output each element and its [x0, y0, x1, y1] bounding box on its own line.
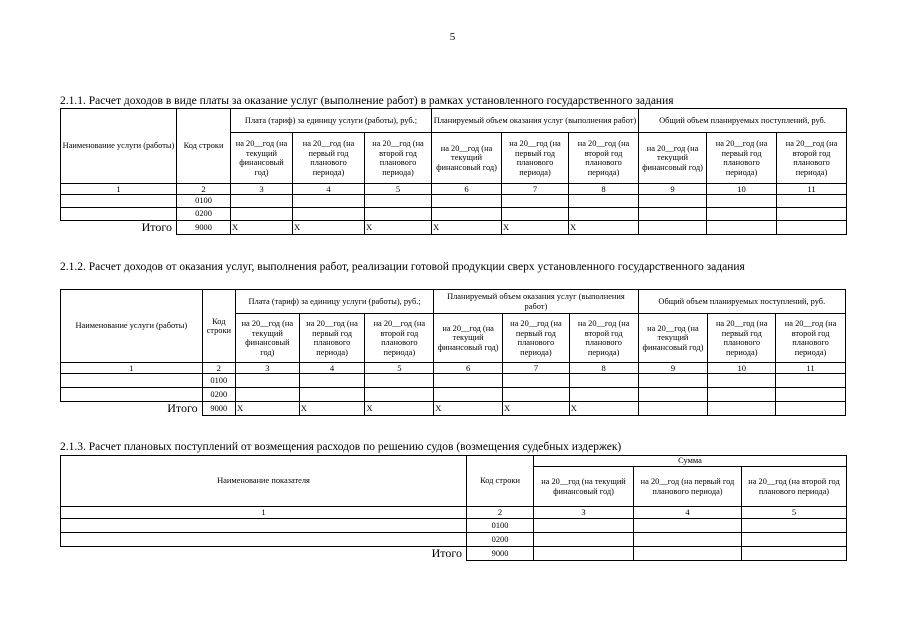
subheader-current-year: на 20__год (на текущий финансовый год): [231, 133, 293, 184]
subheader-first-plan-year: на 20__год (на первый год планового периода): [293, 133, 365, 184]
x-mark: X: [235, 402, 299, 416]
page-number: 5: [449, 31, 456, 43]
total-row: [61, 402, 846, 416]
subheader-first-plan-year: на 20__год (на первый год планового периода): [503, 314, 570, 363]
subheader-current-year: на 20__год (на текущий финансовый год): [235, 314, 299, 363]
column-index: 11: [777, 184, 847, 195]
subheader-current-year: на 20__год (на текущий финансовый год): [638, 314, 708, 363]
subheader-first-plan-year: на 20__год (на первый год планового периода): [707, 133, 777, 184]
x-mark: X: [502, 221, 569, 235]
column-index: 1: [61, 363, 203, 374]
table-2-1-3: [60, 455, 847, 561]
row-code: 0100: [202, 374, 235, 388]
x-mark: X: [231, 221, 293, 235]
subheader-current-year: на 20__год (на текущий финансовый год): [639, 133, 707, 184]
header-name: Наименование услуги (работы): [61, 109, 177, 184]
column-index: 6: [434, 363, 503, 374]
column-index: 5: [365, 184, 432, 195]
empty-cell: [61, 208, 177, 221]
column-index: 5: [365, 363, 434, 374]
row-code: 0100: [467, 519, 534, 533]
section-2-1-3-title: 2.1.3. Расчет плановых поступлений от возмещения расходов по решению судов (возмещения судебных издержек): [60, 441, 622, 453]
header-code: Код строки: [467, 456, 534, 507]
column-index: 10: [708, 363, 776, 374]
header-tariff: Плата (тариф) за единицу услуги (работы), руб.;: [235, 290, 433, 314]
section-2-1-1-title: 2.1.1. Расчет доходов в виде платы за оказание услуг (выполнение работ) в рамках установленного государственного задания: [60, 95, 674, 107]
column-index: 1: [61, 507, 467, 519]
total-code: 9000: [202, 402, 235, 416]
subheader-second-plan-year: на 20__год (на второй год планового периода): [777, 133, 847, 184]
x-mark: X: [569, 402, 638, 416]
header-code: Код строки: [202, 290, 235, 363]
total-row: [61, 221, 847, 235]
subheader-current-year: на 20__год (на текущий финансовый год): [534, 467, 634, 507]
x-mark: X: [365, 221, 432, 235]
row-code: 0200: [467, 533, 534, 547]
subheader-current-year: на 20__год (на текущий финансовый год): [432, 133, 502, 184]
column-index: 9: [639, 184, 707, 195]
x-mark: X: [434, 402, 503, 416]
column-index: 2: [202, 363, 235, 374]
header-sum: Сумма: [534, 456, 847, 467]
empty-cell: [61, 519, 467, 533]
subheader-second-plan-year: на 20__год (на второй год планового периода): [569, 133, 639, 184]
row-code: 0200: [177, 208, 231, 221]
column-index: 4: [293, 184, 365, 195]
table-row: [61, 388, 846, 402]
header-name: Наименование услуги (работы): [61, 290, 203, 363]
column-index: 2: [467, 507, 534, 519]
empty-cell: [61, 374, 203, 388]
total-code: 9000: [467, 547, 534, 561]
column-index: 10: [707, 184, 777, 195]
x-mark: X: [503, 402, 570, 416]
header-total-income: Общий объем планируемых поступлений, руб.: [638, 290, 845, 314]
column-index: 4: [634, 507, 742, 519]
empty-cell: [61, 533, 467, 547]
header-tariff: Плата (тариф) за единицу услуги (работы), руб.;: [231, 109, 432, 133]
table-row: [61, 195, 847, 208]
column-index: 3: [235, 363, 299, 374]
x-mark: X: [569, 221, 639, 235]
column-index: 7: [503, 363, 570, 374]
total-code: 9000: [177, 221, 231, 235]
column-index: 2: [177, 184, 231, 195]
table-row: [61, 208, 847, 221]
x-mark: X: [299, 402, 365, 416]
row-code: 0200: [202, 388, 235, 402]
table-row: [61, 533, 847, 547]
header-name: Наименование показателя: [61, 456, 467, 507]
row-code: 0100: [177, 195, 231, 208]
column-index: 7: [502, 184, 569, 195]
subheader-first-plan-year: на 20__год (на первый год планового периода): [708, 314, 776, 363]
subheader-first-plan-year: на 20__год (на первый год планового периода): [502, 133, 569, 184]
header-total-income: Общий объем планируемых поступлений, руб.: [639, 109, 847, 133]
subheader-second-plan-year: на 20__год (на второй год планового периода): [776, 314, 846, 363]
header-volume: Планируемый объем оказания услуг (выполнения работ): [434, 290, 638, 314]
total-label: Итого: [431, 546, 462, 560]
subheader-second-plan-year: на 20__год (на второй год планового периода): [569, 314, 638, 363]
table-2-1-1: [60, 108, 847, 235]
x-mark: X: [365, 402, 434, 416]
header-volume: Планируемый объем оказания услуг (выполнения работ): [432, 109, 639, 133]
x-mark: X: [293, 221, 365, 235]
header-code: Код строки: [177, 109, 231, 184]
table-2-1-2: [60, 289, 846, 416]
empty-cell: [61, 195, 177, 208]
empty-cell: [61, 388, 203, 402]
subheader-first-plan-year: на 20__год (на первый год планового периода): [299, 314, 365, 363]
subheader-current-year: на 20__год (на текущий финансовый год): [434, 314, 503, 363]
column-index: 4: [299, 363, 365, 374]
section-2-1-2-title: 2.1.2. Расчет доходов от оказания услуг, выполнения работ, реализации готовой продукции сверх установленного государственного задания: [60, 261, 745, 273]
x-mark: X: [432, 221, 502, 235]
subheader-second-plan-year: на 20__год (на второй год планового периода): [742, 467, 847, 507]
column-index: 5: [742, 507, 847, 519]
column-index: 9: [638, 363, 708, 374]
column-index: 6: [432, 184, 502, 195]
total-label: Итого: [141, 220, 172, 234]
column-index: 3: [534, 507, 634, 519]
column-index: 1: [61, 184, 177, 195]
column-index: 8: [569, 184, 639, 195]
table-row: [61, 519, 847, 533]
column-index: 11: [776, 363, 846, 374]
subheader-second-plan-year: на 20__год (на второй год планового периода): [365, 133, 432, 184]
column-index: 3: [231, 184, 293, 195]
total-row: [61, 547, 847, 561]
table-row: [61, 374, 846, 388]
column-index: 8: [569, 363, 638, 374]
total-label: Итого: [167, 401, 198, 415]
subheader-second-plan-year: на 20__год (на второй год планового периода): [365, 314, 434, 363]
subheader-first-plan-year: на 20__год (на первый год планового периода): [634, 467, 742, 507]
